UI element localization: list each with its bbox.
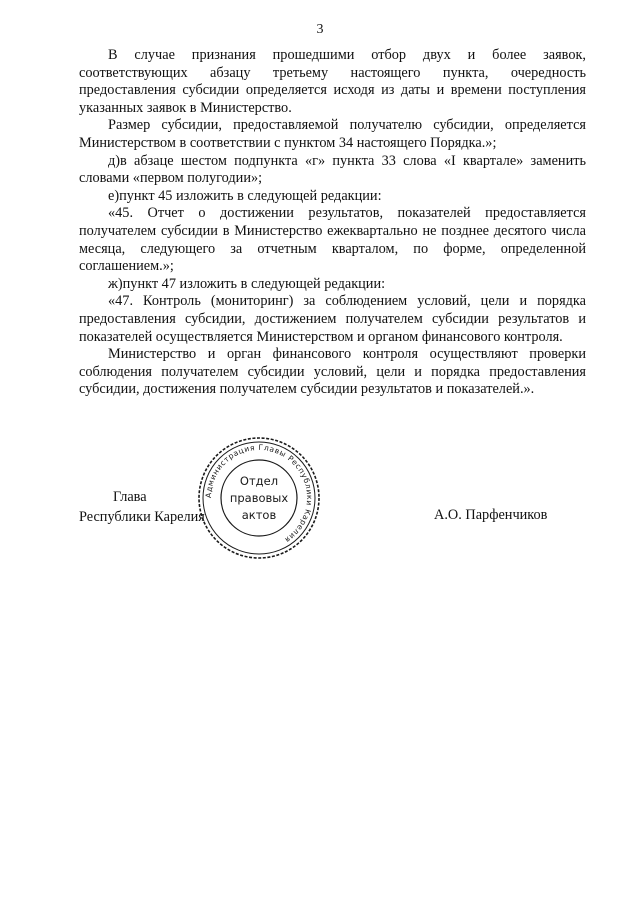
list-item-letter: ж) [108, 275, 123, 292]
paragraph: «47. Контроль (мониторинг) за соблюдением условий, цели и порядка предоставления субсидии, достижением получателем субсидии результатов и показателей осуществляется Министерством и органом финансового контроля. [79, 293, 586, 345]
list-item [79, 188, 586, 206]
stamp-ring-text: Администрация Главы Республики Карелия [203, 442, 315, 545]
paragraph: В случае признания прошедшими отбор двух и более заявок, соответствующих абзацу третьему настоящего пункта, очередность предоставления субсидии определяется исходя из даты и времени поступления указанных заявок в Министерство. [79, 47, 586, 116]
signatory-name: А.О. Парфенчиков [434, 507, 548, 523]
stamp-text-line1: Отдел [239, 474, 279, 488]
stamp-text-line3: актов [241, 508, 277, 522]
list-item-text: в абзаце шестом подпункта «г» пункта 33 слова «I квартале» заменить словами «первом полугодии»; [79, 152, 586, 187]
list-item-letter: е) [108, 187, 120, 204]
signatory-title [79, 487, 205, 527]
list-item-text: пункт 47 изложить в следующей редакции: [122, 275, 386, 292]
list-item [79, 276, 586, 294]
document-body [79, 47, 586, 399]
stamp-text-line2: правовых [229, 491, 289, 505]
page-number: 3 [316, 22, 324, 37]
official-stamp [196, 435, 322, 561]
paragraph: «45. Отчет о достижении результатов, показателей предоставляется получателем субсидии в Министерство ежеквартально не позднее десятого числа месяца, следующего за отчетным кварталом, по форме, определенной соглашением.»; [79, 205, 586, 275]
list-item-text: пункт 45 изложить в следующей редакции: [119, 187, 382, 204]
list-item [79, 153, 586, 188]
signatory-title-line2: Республики Карелия [79, 509, 205, 525]
list-item-letter: д) [108, 152, 121, 169]
signatory-title-line1: Глава [113, 489, 147, 505]
paragraph: Размер субсидии, предоставляемой получателю субсидии, определяется Министерством в соответствии с пунктом 34 настоящего Порядка.»; [79, 117, 586, 151]
paragraph: Министерство и орган финансового контроля осуществляют проверки соблюдения получателем субсидии условий, цели и порядка предоставления субсидии, достижения получателем субсидии результатов и показателей.». [79, 346, 586, 398]
